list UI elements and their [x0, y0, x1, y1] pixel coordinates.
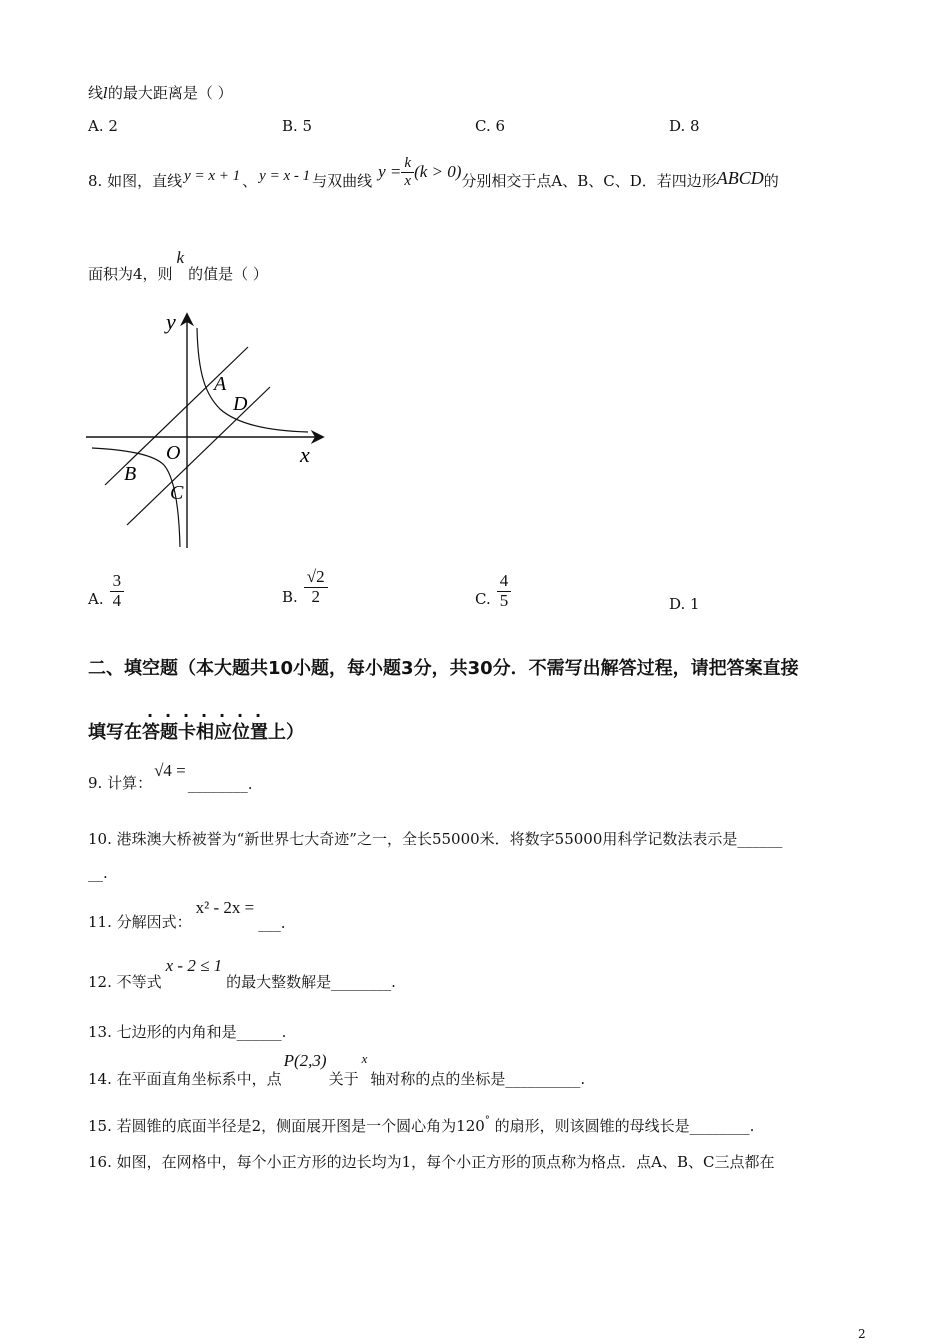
q15-degree: ° [484, 1115, 490, 1126]
q8-quad: ABCD [716, 167, 764, 188]
q12-post: 的最大整数解是________. [226, 973, 396, 991]
q8-after-text: 分别相交于点A、B、C、D．若四边形 [461, 171, 717, 190]
q8-option-c-num: 4 [497, 572, 512, 592]
q8-stem [88, 150, 779, 210]
q8-option-b [282, 568, 328, 606]
q14-post: 轴对称的点的坐标是__________. [370, 1070, 586, 1088]
q8-option-b-num: √2 [304, 568, 328, 588]
emphasis-char: 位 [232, 722, 250, 743]
q9-text: 9. 计算： [88, 774, 153, 792]
q8-option-c-fraction [497, 572, 512, 610]
q8-option-b-fraction [304, 568, 328, 606]
emphasis-char: 置 [250, 722, 268, 743]
q14-axis: x [361, 1051, 368, 1066]
q8-option-c [475, 572, 511, 610]
q8-line2: y = x - 1 [259, 167, 311, 184]
q7-text-pre: 线 [88, 84, 104, 102]
q10-continuation: __. [88, 864, 108, 882]
q8-number: 8. 如图，直线 [88, 171, 183, 190]
section2-line2-pre: 填写在 [88, 722, 142, 743]
q7-var: l [103, 84, 108, 102]
x-axis-label: x [300, 442, 310, 467]
q11-expr: x² - 2x = [195, 898, 255, 917]
q7-stem-tail [88, 82, 233, 103]
section2-line2-post: 上） [268, 722, 304, 743]
q10-text: 10. 港珠澳大桥被誉为“新世界七大奇迹”之一，全长55000米．将数字55000用科学记数法表示是______ [88, 830, 783, 848]
q15-post: 的扇形，则该圆锥的母线长是________. [494, 1117, 755, 1135]
q8-figure [80, 305, 340, 560]
section2-dotted-text [142, 722, 268, 743]
section2-heading-line1: 二、填空题（本大题共10小题，每小题3分，共30分．不需写出解答过程，请把答案直接 [88, 658, 799, 679]
page-number: 2 [858, 1327, 866, 1341]
q16-text: 16. 如图，在网格中，每个小正方形的边长均为1，每个小正方形的顶点称为格点．点A、B、C三点都在 [88, 1153, 775, 1171]
q8-line2-post: 的值是（ ） [188, 265, 268, 283]
q15-pre: 15. 若圆锥的底面半径是2，侧面展开图是一个圆心角为120 [88, 1117, 485, 1135]
point-b-label: B [124, 463, 137, 485]
q7-option-b: B. 5 [282, 117, 313, 135]
q12-expr: x - 2 ≤ 1 [165, 956, 223, 975]
emphasis-char: 题 [160, 722, 178, 743]
q8-option-c-prefix: C. [475, 590, 491, 609]
q8-option-b-den: 2 [311, 586, 320, 606]
q15 [88, 1115, 754, 1136]
q11-blank: ___. [258, 914, 286, 932]
y-axis-label: y [166, 309, 176, 334]
q8-option-a [88, 572, 124, 610]
q7-option-d: D. 8 [669, 117, 700, 135]
q8-line2-pre: 面积为4，则 [88, 265, 173, 283]
q9-expr: √4 = [154, 761, 186, 780]
q11 [88, 897, 286, 932]
q8-stem-line2 [88, 248, 268, 284]
q8-option-c-den: 5 [499, 590, 509, 610]
q8-mid-text: 与双曲线 [312, 171, 373, 190]
q9-blank: ________. [187, 775, 253, 793]
q8-option-b-prefix: B. [282, 588, 298, 607]
emphasis-char: 答 [142, 722, 160, 743]
q11-text: 11. 分解因式： [88, 913, 192, 931]
q8-option-a-prefix: A. [88, 590, 104, 609]
section2-heading-line2 [88, 718, 304, 744]
q8-hyperbola-num: k [401, 155, 414, 173]
q8-hyperbola-den: x [404, 172, 412, 189]
q8-hyperbola-condition: (k > 0) [414, 162, 462, 181]
q14-mid: 关于 [328, 1070, 359, 1088]
point-c-label: C [170, 482, 184, 504]
origin-label: O [166, 442, 181, 464]
emphasis-char: 卡 [178, 722, 196, 743]
q8-line1: y = x + 1 [184, 167, 241, 184]
q7-option-c: C. 6 [475, 117, 506, 135]
q13-text: 13. 七边形的内角和是______. [88, 1023, 287, 1041]
q8-separator: 、 [242, 171, 258, 190]
q8-hyperbola-fraction [401, 155, 414, 189]
q12 [88, 955, 396, 991]
q12-pre: 12. 不等式 [88, 973, 162, 991]
q9 [88, 761, 253, 793]
q14-point: P(2,3) [283, 1051, 327, 1070]
q8-line2-var: k [176, 248, 185, 267]
q8-option-d: D. 1 [669, 595, 700, 613]
emphasis-char: 应 [214, 722, 232, 743]
q8-hyperbola-y: y = [378, 162, 402, 181]
q8-end-text: 的 [763, 171, 779, 190]
q8-option-a-den: 4 [112, 590, 122, 610]
q8-option-a-fraction [110, 572, 125, 610]
q7-option-a: A. 2 [88, 117, 118, 135]
q14 [88, 1050, 586, 1088]
q14-pre: 14. 在平面直角坐标系中，点 [88, 1070, 282, 1088]
point-a-label: A [214, 373, 227, 395]
point-d-label: D [233, 393, 248, 415]
emphasis-char: 相 [196, 722, 214, 743]
q8-option-a-num: 3 [110, 572, 125, 592]
q7-text-post: 的最大距离是（ ） [107, 84, 233, 102]
